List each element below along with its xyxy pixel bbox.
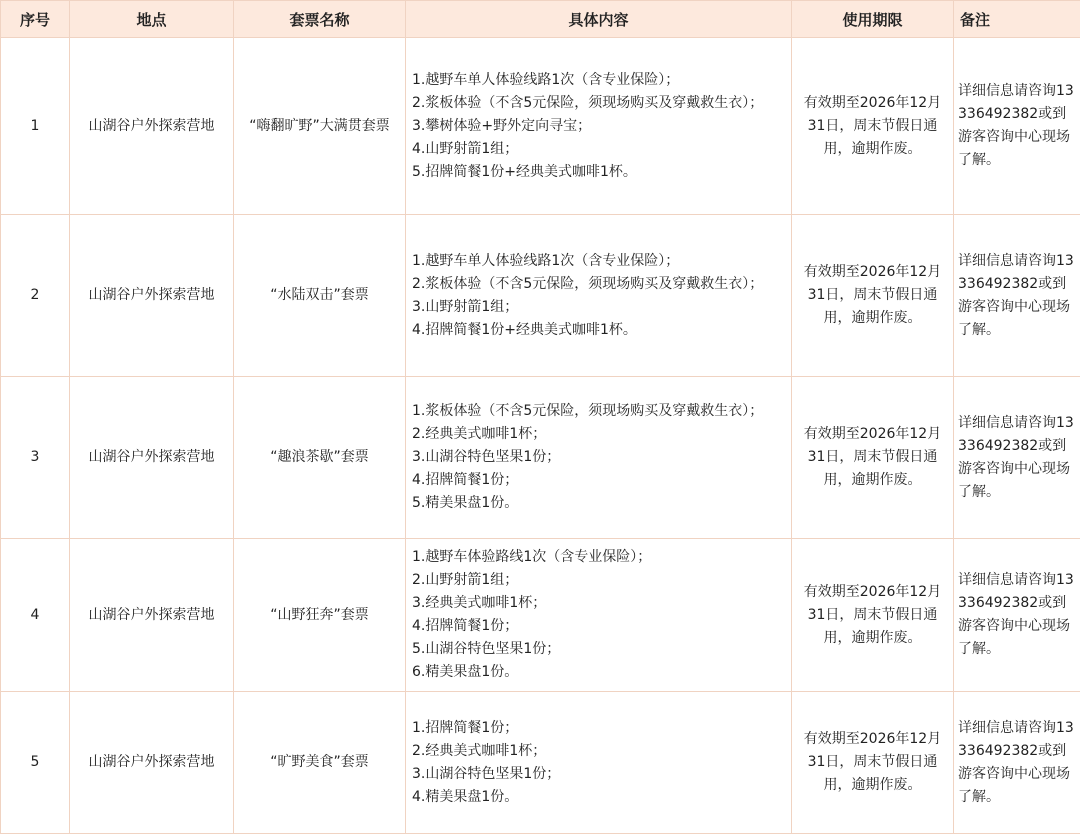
table-row <box>1 377 1080 539</box>
cell-location: 山湖谷户外探索营地 <box>70 38 234 215</box>
header-row <box>1 1 1080 38</box>
content-item: 1.招牌简餐1份； <box>412 719 519 736</box>
content-item: 1.越野车体验路线1次（含专业保险）； <box>412 549 652 565</box>
content-item: 4.招牌简餐1份； <box>412 618 519 634</box>
header-no: 序号 <box>1 1 70 38</box>
content-item: 1.越野车单人体验线路1次（含专业保险）； <box>412 252 680 269</box>
content-item: 5.招牌简餐1份+经典美式咖啡1杯。 <box>412 163 637 180</box>
table-body <box>1 38 1080 834</box>
cell-package: “山野狂奔”套票 <box>234 539 406 692</box>
header-validity: 使用期限 <box>792 1 954 38</box>
cell-note: 详细信息请咨询13336492382或到游客咨询中心现场了解。 <box>954 215 1080 377</box>
content-item: 2.浆板体验（不含5元保险，须现场购买及穿戴救生衣）； <box>412 275 764 292</box>
header-note: 备注 <box>954 1 1080 38</box>
cell-content <box>406 692 792 834</box>
cell-no: 4 <box>1 539 70 692</box>
header-location: 地点 <box>70 1 234 38</box>
cell-location: 山湖谷户外探索营地 <box>70 539 234 692</box>
cell-location: 山湖谷户外探索营地 <box>70 377 234 539</box>
cell-package: “趣浪茶歇”套票 <box>234 377 406 539</box>
header-package: 套票名称 <box>234 1 406 38</box>
cell-validity: 有效期至2026年12月31日，周末节假日通用，逾期作废。 <box>792 539 954 692</box>
content-item: 4.山野射箭1组； <box>412 140 519 157</box>
cell-note: 详细信息请咨询13336492382或到游客咨询中心现场了解。 <box>954 692 1080 834</box>
table-row <box>1 539 1080 692</box>
content-item: 2.经典美式咖啡1杯； <box>412 742 547 759</box>
cell-package: “嗨翻旷野”大满贯套票 <box>234 38 406 215</box>
cell-no: 5 <box>1 692 70 834</box>
content-item: 5.山湖谷特色坚果1份； <box>412 641 561 657</box>
content-item: 2.山野射箭1组； <box>412 572 519 588</box>
cell-no: 2 <box>1 215 70 377</box>
table-row <box>1 692 1080 834</box>
header-content: 具体内容 <box>406 1 792 38</box>
cell-package: “旷野美食”套票 <box>234 692 406 834</box>
table-row <box>1 38 1080 215</box>
table-row <box>1 215 1080 377</box>
content-item: 2.经典美式咖啡1杯； <box>412 426 547 442</box>
cell-note: 详细信息请咨询13336492382或到游客咨询中心现场了解。 <box>954 539 1080 692</box>
cell-content <box>406 539 792 692</box>
content-item: 3.山湖谷特色坚果1份； <box>412 449 561 465</box>
cell-location: 山湖谷户外探索营地 <box>70 692 234 834</box>
cell-content <box>406 38 792 215</box>
content-item: 3.山野射箭1组； <box>412 298 519 315</box>
cell-validity: 有效期至2026年12月31日，周末节假日通用，逾期作废。 <box>792 692 954 834</box>
content-item: 4.招牌简餐1份； <box>412 472 519 488</box>
content-item: 3.山湖谷特色坚果1份； <box>412 765 561 782</box>
content-item: 1.浆板体验（不含5元保险，须现场购买及穿戴救生衣）； <box>412 403 764 419</box>
cell-validity: 有效期至2026年12月31日，周末节假日通用，逾期作废。 <box>792 215 954 377</box>
content-item: 4.精美果盘1份。 <box>412 788 519 805</box>
cell-no: 1 <box>1 38 70 215</box>
cell-package: “水陆双击”套票 <box>234 215 406 377</box>
content-item: 3.经典美式咖啡1杯； <box>412 595 547 611</box>
cell-content <box>406 215 792 377</box>
cell-validity: 有效期至2026年12月31日，周末节假日通用，逾期作废。 <box>792 38 954 215</box>
content-item: 1.越野车单人体验线路1次（含专业保险）； <box>412 71 680 88</box>
cell-content <box>406 377 792 539</box>
cell-no: 3 <box>1 377 70 539</box>
content-item: 3.攀树体验+野外定向寻宝； <box>412 117 592 134</box>
content-item: 5.精美果盘1份。 <box>412 495 519 511</box>
content-item: 6.精美果盘1份。 <box>412 664 519 680</box>
cell-note: 详细信息请咨询13336492382或到游客咨询中心现场了解。 <box>954 38 1080 215</box>
cell-note: 详细信息请咨询13336492382或到游客咨询中心现场了解。 <box>954 377 1080 539</box>
content-item: 4.招牌简餐1份+经典美式咖啡1杯。 <box>412 321 637 338</box>
cell-location: 山湖谷户外探索营地 <box>70 215 234 377</box>
table-header <box>1 1 1080 38</box>
content-item: 2.浆板体验（不含5元保险，须现场购买及穿戴救生衣）； <box>412 94 764 111</box>
cell-validity: 有效期至2026年12月31日，周末节假日通用，逾期作废。 <box>792 377 954 539</box>
